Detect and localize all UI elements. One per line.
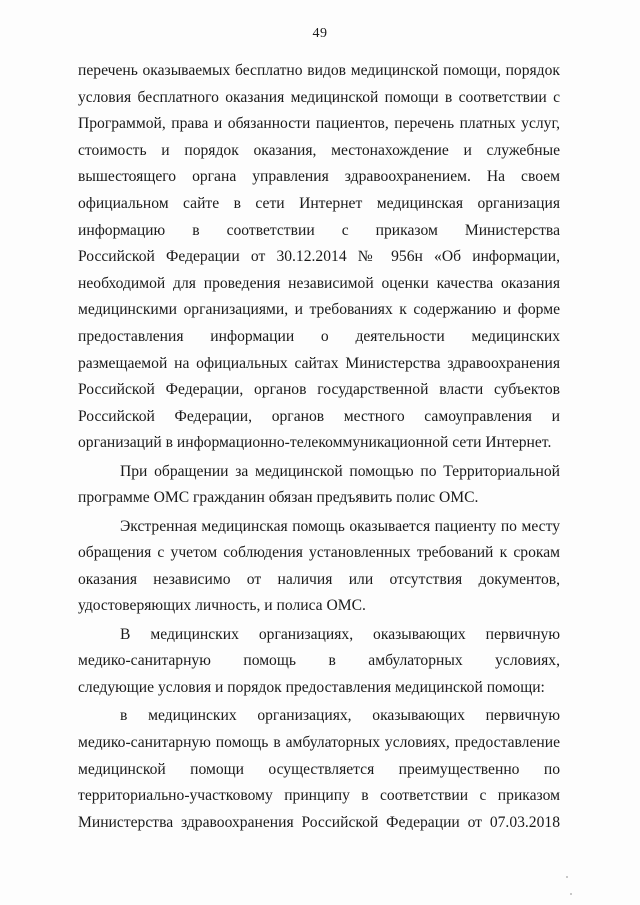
- text-line: размещаемой на официальных сайтах Министерства здравоохранения: [78, 354, 560, 372]
- text-line: В медицинских организациях, оказывающих первичную: [120, 625, 560, 643]
- text-line: условия бесплатного оказания медицинской помощи в соответствии с: [78, 88, 560, 106]
- text-line: Программой, права и обязанности пациентов, перечень платных услуг,: [78, 115, 560, 133]
- text-line: организаций в информационно-телекоммуникационной сети Интернет.: [78, 434, 552, 452]
- paragraph: [78, 622, 560, 702]
- text-line: медико-санитарную помощь в амбулаторных условиях,: [78, 652, 560, 670]
- text-line: медико-санитарную помощь в амбулаторных условиях, предоставление: [78, 734, 560, 752]
- text-line: оказания независимо от наличия или отсутствия документов,: [78, 570, 560, 588]
- text-line: информацию в соответствии с приказом Министерства: [78, 221, 560, 239]
- text-line: территориально-участковому принципу в соответствии с приказом: [78, 787, 560, 805]
- text-line: необходимой для проведения независимой оценки качества оказания: [78, 274, 560, 292]
- text-line: Российской Федерации от 30.12.2014 № 956н «Об информации,: [78, 248, 560, 266]
- text-line: в медицинских организациях, оказывающих первичную: [120, 707, 560, 725]
- paragraph: [78, 514, 560, 620]
- text-line: Российской Федерации, органов местного самоуправления и: [78, 407, 560, 425]
- text-line: предоставления информации о деятельности медицинских: [78, 327, 560, 345]
- text-line: вышестоящего органа управления здравоохранением. На своем: [78, 168, 560, 186]
- text-line: перечень оказываемых бесплатно видов медицинской помощи, порядок: [78, 62, 560, 79]
- text-line: стоимость и порядок оказания, местонахождение и служебные: [78, 141, 560, 159]
- text-line: Экстренная медицинская помощь оказывается пациенту по месту: [120, 517, 560, 535]
- text-line: следующие условия и порядок предоставления медицинской помощи:: [78, 679, 545, 697]
- scan-speck: [570, 893, 572, 895]
- text-line: программе ОМС гражданин обязан предъявить полис ОМС.: [78, 489, 479, 507]
- text-line: Министерства здравоохранения Российской Федерации от 07.03.2018: [78, 813, 560, 831]
- text-line: медицинскими организациями, и требованиях к содержанию и форме: [78, 301, 560, 319]
- page-number: 49: [312, 26, 328, 41]
- paragraph: [78, 459, 560, 512]
- text-line: удостоверяющих личность, и полиса ОМС.: [78, 597, 366, 615]
- text-line: Российской Федерации, органов государственной власти субъектов: [78, 381, 560, 399]
- text-line: обращения с учетом соблюдения установленных требований к срокам: [78, 544, 560, 562]
- text-line: официальном сайте в сети Интернет медицинская организация: [78, 194, 560, 212]
- paragraph: [78, 58, 560, 457]
- text-line: При обращении за медицинской помощью по Территориальной: [120, 462, 560, 480]
- document-body: [78, 58, 560, 836]
- text-line: медицинской помощи осуществляется преимущественно по: [78, 760, 560, 778]
- paragraph: [78, 703, 560, 836]
- scan-speck: [566, 876, 568, 878]
